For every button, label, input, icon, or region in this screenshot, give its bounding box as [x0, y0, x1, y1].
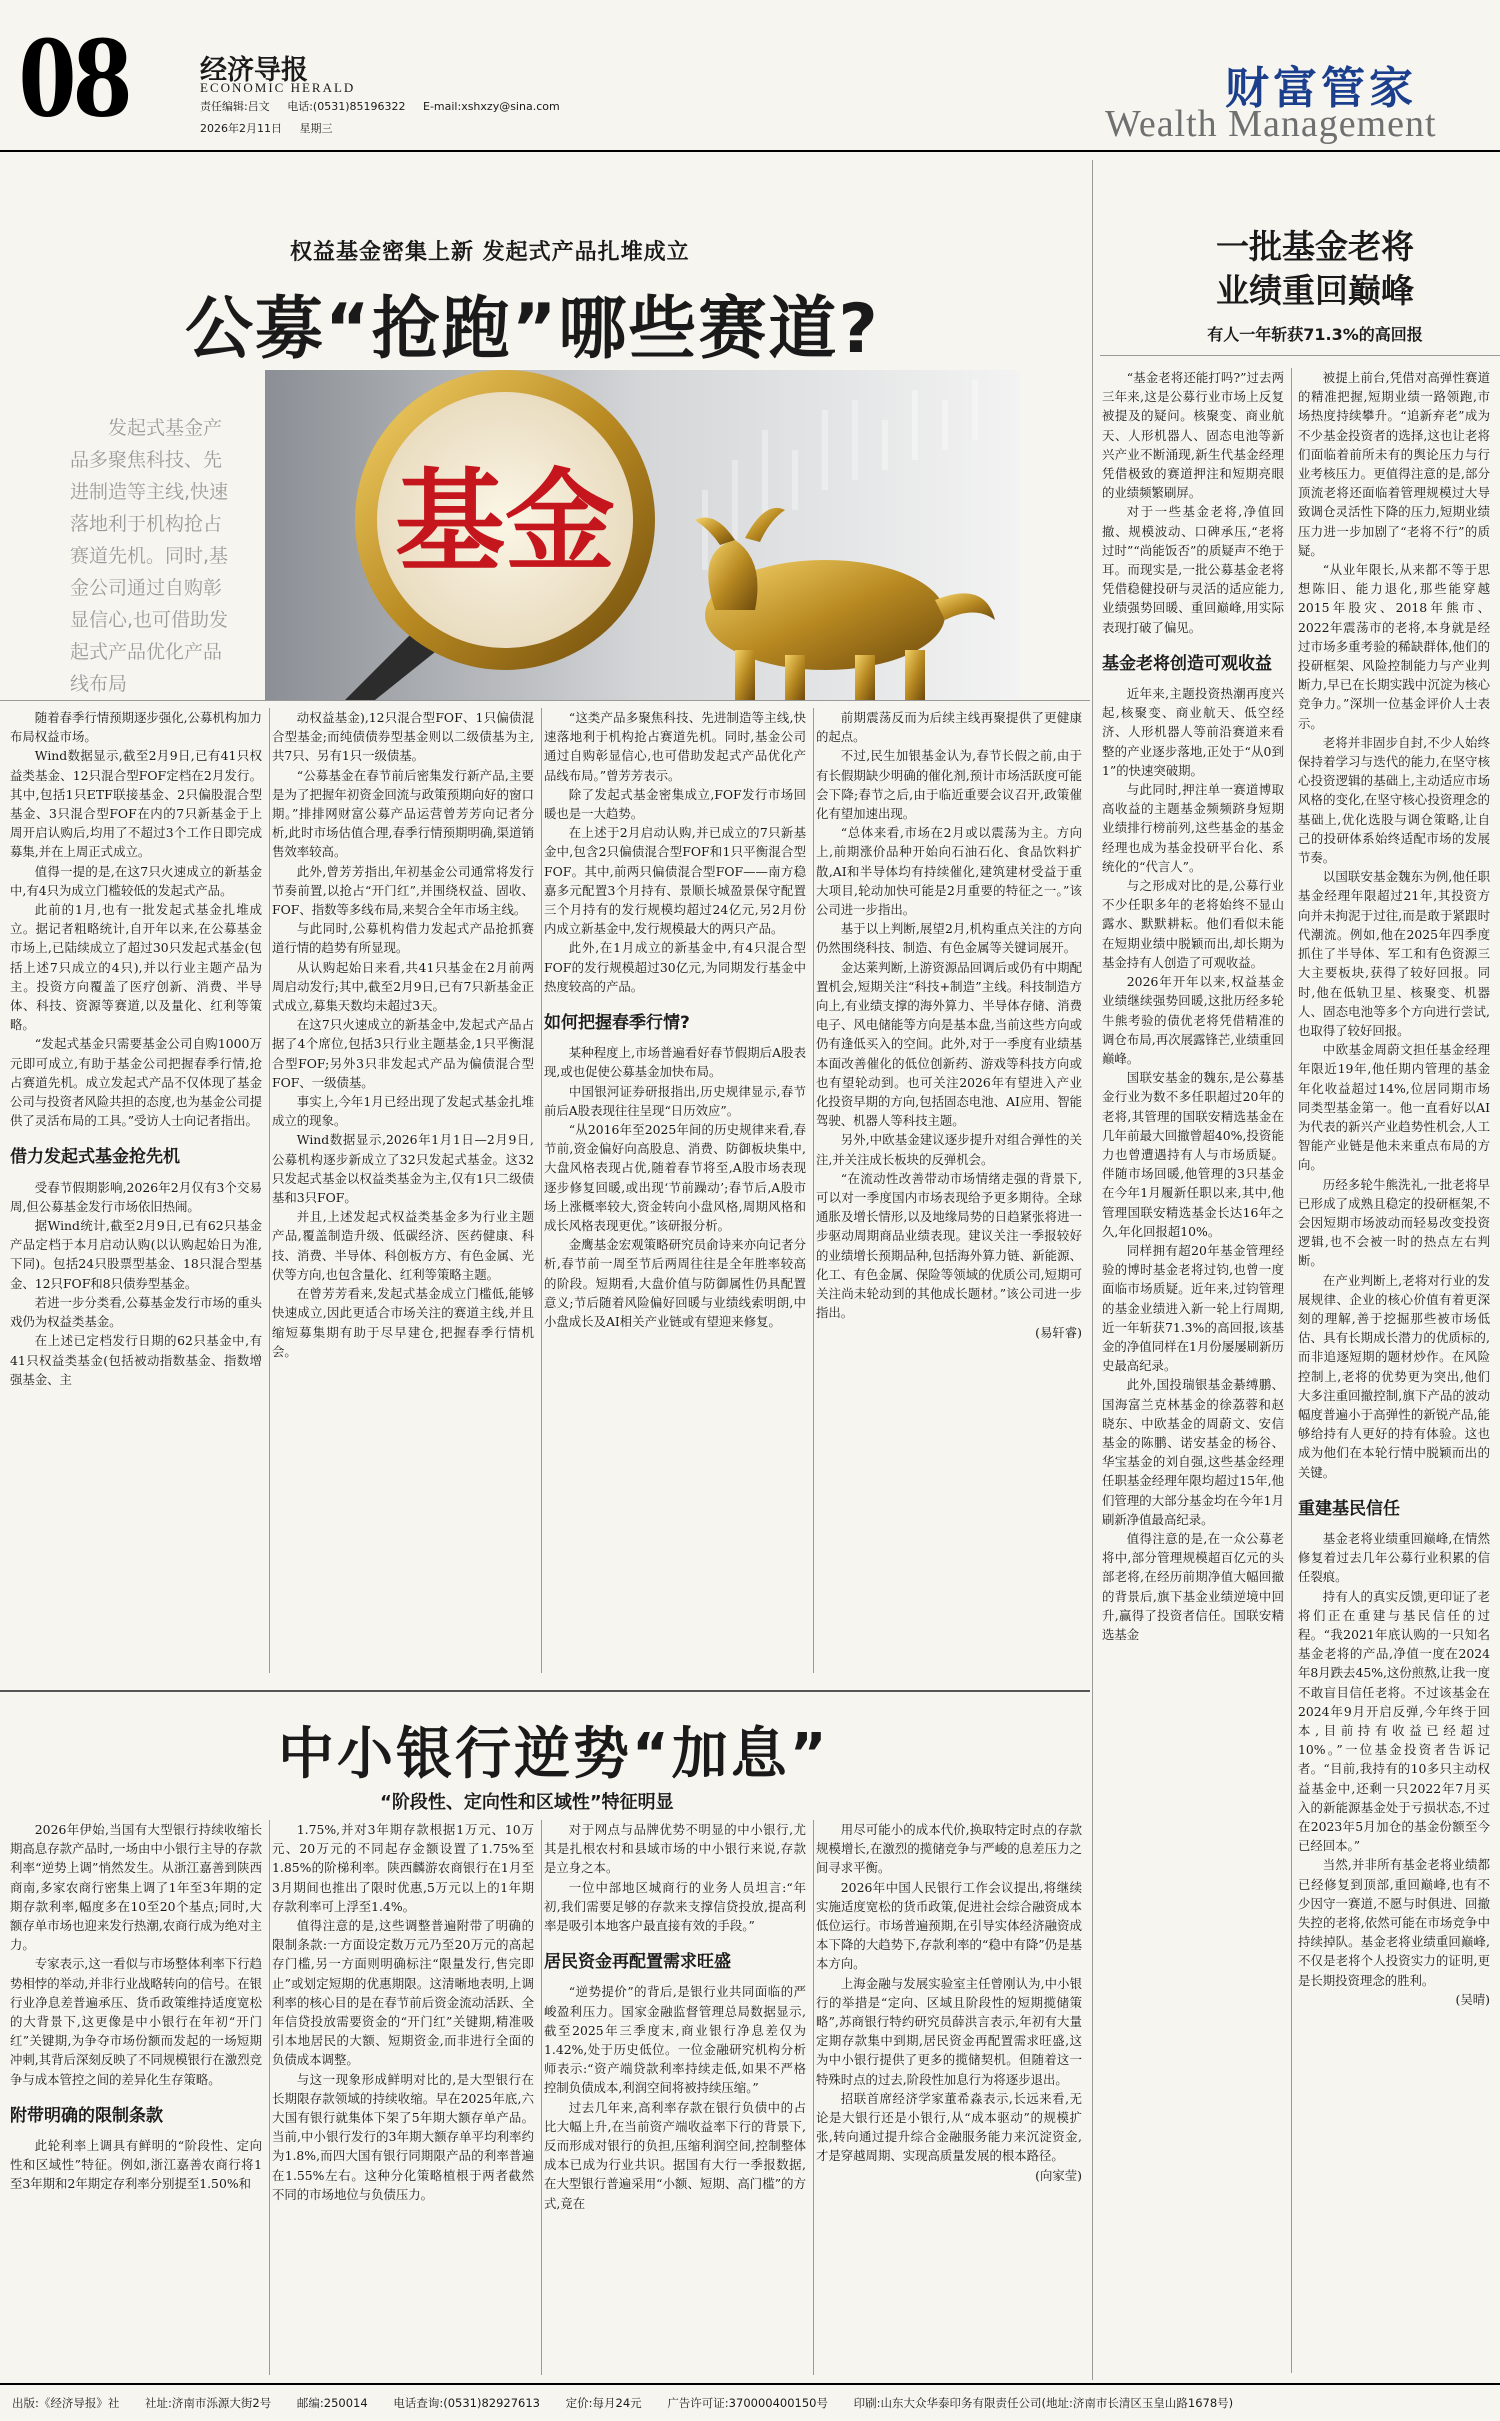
lead-column	[272, 708, 534, 1673]
date: 2026年2月11日	[200, 122, 282, 135]
bank-paragraph: 值得注意的是,这些调整普遍附带了明确的限制条款:一方面设定数万元乃至20万元的高起存门槛,另一方面则明确标注“限量发行,售完即止”或划定短期的优惠期限。这清晰地表明,上调利率的核心目的是在春节前后资金流动活跃、全年信贷投放需要资金的“开门红”关键期,精准吸引本地居民的大额、短期资金,而非进行全面的负债成本调整。	[272, 1918, 534, 2068]
lead-subheading: 借力发起式基金抢先机	[10, 1147, 180, 1168]
lead-column-rule	[541, 708, 542, 1673]
bank-paragraph: 上海金融与发展实验室主任曾刚认为,中小银行的举措是“定向、区域且阶段性的短期揽储策略”,苏商银行特约研究员薛洪言表示,年初有大量定期存款集中到期,居民资金再配置需求旺盛,这为中小银行提供了更多的揽储契机。但随着这一特殊时点的过去,阶段性加息行为将逐步退出。	[816, 1975, 1082, 2087]
editor-info	[200, 98, 574, 114]
feature-paragraph: “从业年限长,从来都不等于思想陈旧、能力退化,那些能穿越2015年股灾、2018年熊市、2022年震荡市的老将,本身就是经过市场多重考验的稀缺群体,他们的投研框架、风险控制能力与产业判断力,早已在长期实践中沉淀为核心竞争力。”深圳一位基金评价人士表示。	[1298, 562, 1490, 731]
bank-paragraph: 对于网点与品牌优势不明显的中小银行,尤其是扎根农村和县域市场的中小银行来说,存款是立身之本。	[544, 1822, 806, 1876]
lead-paragraph: 据Wind统计,截至2月9日,已有62只基金产品定档于本月启动认购(以认购起始日为准,下同)。包括24只股票型基金、18只混合型基金、12只FOF和8只债券型基金。	[10, 1218, 262, 1291]
feature-paragraph: 以国联安基金魏东为例,他任职基金经理年限超过21年,其投资方向并未拘泥于过往,而是敢于紧跟时代潮流。例如,他在2025年四季度抓住了半导体、军工和有色资源三大主要板块,获得了较好回报。同时,他在低轨卫星、核聚变、机器人、固态电池等多个方向进行尝试,也取得了较好回报。	[1298, 869, 1490, 1038]
footer-postcode: 邮编:250014	[296, 2396, 368, 2410]
feature-paragraph: 基金老将业绩重回巅峰,在情然修复着过去几年公募行业积累的信任裂痕。	[1298, 1530, 1490, 1585]
masthead-rule	[0, 150, 1500, 152]
lead-paragraph: 若进一步分类看,公募基金发行市场的重头戏仍为权益类基金。	[10, 1294, 262, 1330]
bank-paragraph: 与这一现象形成鲜明对比的,是大型银行在长期限存款领域的持续收缩。早在2025年底,六大国有银行就集体下架了5年期大额存单产品。当前,中小银行发行的3年期大额存单平均利率约为1.8%,而四大国有银行同期限产品的利率普遍在1.55%左右。这种分化策略植根于两者截然不同的市场地位与负债压力。	[272, 2071, 534, 2202]
feature-subtitle: 有人一年斩获71.3%的高回报	[1207, 325, 1423, 344]
lead-paragraph: 动权益基金),12只混合型FOF、1只偏债混合型基金;而纯债债券型基金则以二级债基为主,共7只、另有1只一级债基。	[272, 710, 534, 764]
lead-paragraph: “公募基金在春节前后密集发行新产品,主要是为了把握年初资金回流与政策预期向好的窗口期。”排排网财富公募产品运营曾芳芳向记者分析,此时市场估值合理,春季行情预期明确,渠道销售效率较高。	[272, 767, 534, 860]
lead-paragraph: 金达莱判断,上游资源品回调后或仍有中期配置机会,短期关注“科技+制造”主线。科技制造方向上,有业绩支撑的海外算力、半导体存储、消费电子、风电储能等方向是基本盘,当前这些方向或仍有逢低买入的空间。此外,对于一季度有业绩基本面改善催化的低位创新药、游戏等科技方向或也有望轮动到。也可关注2026年有望进入产业化投资早期的方向,包括固态电池、AI应用、智能驾驶、机器人等科技主题。	[816, 959, 1082, 1129]
lead-paragraph: 此前的1月,也有一批发起式基金扎堆成立。据记者粗略统计,自开年以来,在公募基金市场上,已陆续成立了超过30只发起式基金(包括上述7只成立的4只),并以行业主题产品为主。投资方向覆盖了医疗创新、消费、半导体、科技、资源等赛道,以及量化、红利等策略。	[10, 902, 262, 1033]
feature-column	[1298, 368, 1490, 2373]
lead-paragraph: 前期震荡反而为后续主线再聚提供了更健康的起点。	[816, 710, 1082, 745]
bank-paragraph: 一位中部地区城商行的业务人员坦言:“年初,我们需要足够的存款来支撑信贷投放,提高利率是吸引本地客户最直接有效的手段。”	[544, 1879, 806, 1934]
feature-paragraph: 国联安基金的魏东,是公募基金行业为数不多任职超过20年的老将,其管理的国联安精选基金在几年前最大回撤曾超40%,投资能力也曾遭遇持有人与市场质疑。伴随市场回暖,他管理的3只基金在今年1月履新任职以来,其中,他管理国联安精选基金长达16年之久,年化回报超10%。	[1102, 1070, 1284, 1239]
bank-paragraph: 过去几年来,高利率存款在银行负债中的占比大幅上升,在当前资产端收益率下行的背景下,反而形成对银行的负担,压缩利润空间,控制整体成本已成为行业共识。据国有大行一季报数据,在大型银行普遍采用“小额、短期、高门槛”的方式,竟在	[544, 2099, 806, 2211]
bank-column-rule	[813, 1820, 814, 2375]
feature-paragraph: “基金老将还能打吗?”过去两三年来,这是公募行业市场上反复被提及的疑问。核聚变、商业航天、人形机器人、固态电池等新兴产业不断涌现,新生代基金经理凭借极致的赛道押注和短期亮眼的业绩频繁刷屏。	[1102, 370, 1284, 501]
feature-subheading: 基金老将创造可观收益	[1102, 653, 1272, 674]
lead-subheading: 如何把握春季行情?	[544, 1013, 690, 1034]
lead-column	[816, 708, 1082, 1673]
bank-paragraph: 1.75%,并对3年期存款根据1万元、10万元、20万元的不同起存金额设置了1.75%至1.85%的阶梯利率。陕西麟游农商银行在1月至3月期间也推出了限时优惠,5万元以上的1年期存款利率可上浮至1.4%。	[272, 1822, 534, 1914]
feature-divider	[1092, 160, 1093, 2380]
feature-paragraph: 2026年开年以来,权益基金业绩继续强势回暖,这批历经多轮牛熊考验的债优老将凭借精准的调仓布局,再次展露锋芒,业绩重回巅峰。	[1102, 974, 1284, 1066]
lead-paragraph: 在上述已定档发行日期的62只基金中,有41只权益类基金(包括被动指数基金、指数增强基金、主	[10, 1333, 262, 1387]
lead-paragraph: 与此同时,公募机构借力发起式产品抢抓赛道行情的趋势有所显现。	[272, 921, 534, 956]
bank-paragraph: 用尽可能小的成本代价,换取特定时点的存款规模增长,在激烈的揽储竞争与严峻的息差压力之间寻求平衡。	[816, 1822, 1082, 1876]
bank-paragraph: 专家表示,这一看似与市场整体利率下行趋势相悖的举动,并非行业战略转向的信号。在银行业净息差普遍承压、货币政策维持适度宽松的大背景下,这更像是中小银行在年初“开门红”关键期,为争夺市场份额而发起的一场短期冲刺,其背后深刻反映了不同规模银行在激烈竞争与成本管控之间的差异化生存策略。	[10, 1956, 262, 2087]
footer-printer: 印刷:山东大众华泰印务有限责任公司(地址:济南市长清区玉皇山路1678号)	[853, 2396, 1234, 2410]
bank-paragraph: 招联首席经济学家董希淼表示,长远来看,无论是大银行还是小银行,从“成本驱动”的规模扩张,转向通过提升综合金融服务能力来沉淀资金,才是穿越周期、实现高质量发展的根本路径。	[816, 2090, 1082, 2164]
feature-column-rule	[1291, 368, 1292, 2373]
bank-subheading: 附带明确的限制条款	[10, 2105, 163, 2126]
paper-name: 经济导报	[200, 55, 308, 86]
lead-paragraph: 基于以上判断,展望2月,机构重点关注的方向仍然围绕科技、制造、有色金属等关键词展开。	[816, 921, 1082, 956]
feature-title-rule	[1100, 355, 1500, 356]
footer-phone: 电话查询:(0531)82927613	[393, 2396, 540, 2410]
lead-paragraph: Wind数据显示,截至2月9日,已有41只权益类基金、12只混合型FOF定档在2月发行。其中,包括1只ETF联接基金、2只偏股混合型基金、3只混合型FOF在内的7只新基金于上周开启认购后,均用了不超过3个工作日即完成募集,并在上周正式成立。	[10, 748, 262, 860]
lead-paragraph: 值得一提的是,在这7只火速成立的新基金中,有4只为成立门槛较低的发起式产品。	[10, 863, 262, 898]
bank-paragraph: 此轮利率上调具有鲜明的“阶段性、定向性和区域性”特征。例如,浙江嘉善农商行将1至3年期和2年期定存利率分别提至1.50%和	[10, 2138, 262, 2192]
bank-paragraph: 2026年伊始,当国有大型银行持续收缩长期高息存款产品时,一场由中小银行主导的存款利率“逆势上调”悄然发生。从浙江嘉善到陕西商南,多家农商行密集上调了1年至3年期的定期存款利率,幅度多在10至20个基点;同时,大额存单市场也迎来发行热潮,农商行成为绝对主力。	[10, 1822, 262, 1953]
bank-paragraph: “逆势提价”的背后,是银行业共同面临的严峻盈利压力。国家金融监督管理总局数据显示,截至2025年三季度末,商业银行净息差仅为1.42%,处于历史低位。一位金融研究机构分析师表示:“资产端贷款利率持续走低,如果不严格控制负债成本,利润空间将被持续压缩。”	[544, 1984, 806, 2096]
feature-paragraph: 被提上前台,凭借对高弹性赛道的精准把握,短期业绩一路领跑,市场热度持续攀升。“追新弃老”成为不少基金投资者的选择,这也让老将们面临着前所未有的舆论压力与行业考核压力。更值得注意的是,部分顶流老将还面临着管理规模过大导致调仓灵活性下降的压力,短期业绩压力进一步加剧了“老将不行”的质疑。	[1298, 370, 1490, 558]
lead-paragraph: 此外,在1月成立的新基金中,有4只混合型FOF的发行规模超过30亿元,为同期发行基金中热度较高的产品。	[544, 940, 806, 994]
footer	[0, 2383, 1500, 2421]
lead-headline: 公募“抢跑”哪些赛道?	[185, 290, 880, 369]
lead-byline: (易轩睿)	[1035, 1324, 1082, 1340]
editor-email: E-mail:xshxzy@sina.com	[423, 100, 560, 113]
feature-paragraph: 同样拥有超20年基金管理经验的博时基金老将过钧,也曾一度面临市场质疑。近年来,过钧管理的基金业绩进入新一轮上行周期,近一年斩获71.3%的高回报,该基金的净值同样在1月份屡屡刷新历史最高纪录。	[1102, 1242, 1284, 1374]
feature-paragraph: 对于一些基金老将,净值回撤、规模波动、口碑承压,“老将过时”“尚能饭否”的质疑声不绝于耳。而现实是,一批公募基金老将凭借稳健投研与灵活的适应能力,业绩强势回暖、重回巅峰,用实际表现打破了偏见。	[1102, 504, 1284, 635]
footer-publisher: 出版:《经济导报》社	[12, 2396, 120, 2410]
masthead	[0, 0, 1500, 160]
bank-column	[272, 1820, 534, 2375]
bank-subheading: 居民资金再配置需求旺盛	[544, 1952, 731, 1973]
lead-kicker: 权益基金密集上新 发起式产品扎堆成立	[290, 240, 690, 265]
lead-paragraph: “总体来看,市场在2月或以震荡为主。方向上,前期涨价品种开始向石油石化、食品饮料扩散,AI和半导体均有持续催化,建筑建材受益于重大项目,轮动加快可能是2月重要的特征之一。”该公司进一步指出。	[816, 825, 1082, 918]
editor-phone: 电话:(0531)85196322	[287, 100, 406, 113]
bank-top-rule	[0, 1690, 1090, 1692]
fund-sign-text: 基金	[395, 458, 615, 586]
lead-paragraph: 在曾芳芳看来,发起式基金成立门槛低,能够快速成立,因此更适合市场关注的赛道主线,并且缩短募集期有助于尽早建仓,把握春季行情机会。	[272, 1286, 534, 1359]
bank-byline: (向家莹)	[1035, 2167, 1082, 2183]
lead-paragraph: 此外,曾芳芳指出,年初基金公司通常将发行节奏前置,以抢占“开门红”,并围绕权益、固收、FOF、指数等多线布局,来契合全年市场主线。	[272, 863, 534, 918]
feature-paragraph: 此外,国投瑞银基金綦缚鹏、国海富兰克林基金的徐荔蓉和赵晓东、中欧基金的周蔚文、安信基金的陈鹏、诺安基金的杨谷、华宝基金的刘自强,这些基金经理任职基金经理年限均超过15年,他们管理的大部分基金均在今年1月刷新净值最高纪录。	[1102, 1377, 1284, 1527]
lead-paragraph: 金鹰基金宏观策略研究员俞诗来亦向记者分析,春节前一周至节后两周往往是全年胜率较高的阶段。短期看,大盘价值与防御属性仍具配置意义;节后随着风险偏好回暖与业绩线索明朗,中小盘成长及AI相关产业链或有望迎来修复。	[544, 1237, 806, 1330]
lead-paragraph: “从2016年至2025年间的历史规律来看,春节前,资金偏好向高股息、消费、防御板块集中,大盘风格表现占优,随着春节将至,A股市场表现逐步修复回暖,或出现‘节前躁动’;春节后,A股市场上涨概率较大,资金转向小盘风格,周期风格和成长风格表现更优。”该研报分析。	[544, 1122, 806, 1234]
feature-paragraph: 持有人的真实反馈,更印证了老将们正在重建与基民信任的过程。“我2021年底认购的一只知名基金老将的产品,净值一度在2024年8月跌去45%,这份煎熬,让我一度不敢盲目信任老将。不过该基金在2024年9月开启反弹,今年终于回本,目前持有收益已经超过10%。”一位基金投资者告诉记者。“目前,我持有的10多只主动权益基金中,还剩一只2022年7月买入的新能源基金处于亏损状态,不过在2023年5月加仓的基金份额至今已经回本。”	[1298, 1588, 1490, 1854]
issue-date	[200, 120, 347, 136]
feature-paragraph: 在产业判断上,老将对行业的发展规律、企业的核心价值有着更深刻的理解,善于挖掘那些被市场低估、具有长期成长潜力的优质标的,而非追逐短期的题材炒作。在风险控制上,老将的优势更为突出,他们大多注重回撤控制,旗下产品的波动幅度普遍小于高弹性的新锐产品,能够给持有人更好的持有体验。这也成为他们在本轮行情中脱颖而出的关键。	[1298, 1272, 1490, 1480]
bank-subheadline: “阶段性、定向性和区域性”特征明显	[380, 1792, 674, 1813]
feature-paragraph: 当然,并非所有基金老将业绩都已经修复到顶部,重回巅峰,也有不少因守一赛道,不愿与时俱进、回撤失控的老将,依然可能在市场竞争中持续掉队。基金老将业绩重回巅峰,不仅是老将个人投资实力的证明,更是长期投资理念的胜利。	[1298, 1857, 1490, 1988]
section-title: 财富管家	[1225, 63, 1417, 114]
editor-name: 责任编辑:吕文	[200, 100, 270, 113]
section-title-en: Wealth Management	[1105, 103, 1437, 145]
bank-column-rule	[541, 1820, 542, 2375]
feature-paragraph: 值得注意的是,在一众公募老将中,部分管理规模超百亿元的头部老将,在经历前期净值大幅回撤的背景后,旗下基金业绩逆境中回升,赢得了投资者信任。国联安精选基金	[1102, 1530, 1284, 1642]
feature-paragraph: 近年来,主题投资热潮再度兴起,核聚变、商业航天、低空经济、人形机器人等前沿赛道来看整的产业逐步落地,正处于“从0到1”的快速突破期。	[1102, 686, 1284, 778]
feature-paragraph: 与之形成对比的是,公募行业不少任职多年的老将始终不显山露水、默默耕耘。他们看似未能在短期业绩中脱颖而出,却长期为基金持有人创造了可观收益。	[1102, 878, 1284, 970]
feature-byline: (吴晴)	[1455, 1991, 1490, 2007]
paper-name-en: ECONOMIC HERALD	[200, 80, 356, 95]
lead-paragraph: 某种程度上,市场普遍看好春节假期后A股表现,或也促使公募基金加快布局。	[544, 1045, 806, 1080]
lead-paragraph: 另外,中欧基金建议逐步提升对组合弹性的关注,并关注成长板块的反弹机会。	[816, 1132, 1082, 1167]
feature-paragraph: 中欧基金周蔚文担任基金经理年限近19年,他任期内管理的基金年化收益超过14%,位居同期市场同类型基金第一。他一直看好以AI为代表的新兴产业趋势性机会,人工智能产业链是他未来重点布局的方向。	[1298, 1042, 1490, 1173]
feature-title: 一批基金老将 业绩重回巅峰	[1216, 227, 1414, 310]
lead-paragraph: 在上述于2月启动认购,并已成立的7只新基金中,包含2只偏债混合型FOF和1只平衡混合型FOF。其中,前两只偏债混合型FOF——南方稳嘉多元配置3个月持有、景顺长城盈景保守配置三个月持有的发行规模均超过24亿元,另2月份内成立新基金中,发行规模最大的两只产品。	[544, 825, 806, 937]
lead-column	[544, 708, 806, 1673]
lead-paragraph: 除了发起式基金密集成立,FOF发行市场回暖也是一大趋势。	[544, 786, 806, 822]
lead-paragraph: 从认购起始日来看,共41只基金在2月前两周启动发行;其中,截至2月9日,已有7只新基金正式成立,募集天数均未超过3天。	[272, 959, 534, 1014]
weekday: 星期三	[299, 122, 333, 135]
lead-paragraph: 在这7只火速成立的新基金中,发起式产品占据了4个席位,包括3只行业主题基金,1只平衡混合型FOF;另外3只非发起式产品为偏债混合型FOF、一级债基。	[272, 1017, 534, 1090]
feature-subheading: 重建基民信任	[1298, 1498, 1400, 1519]
lead-paragraph: 受春节假期影响,2026年2月仅有3个交易周,但公募基金发行市场依旧热闹。	[10, 1179, 262, 1214]
footer-ad-license: 广告许可证:370000400150号	[667, 2396, 828, 2410]
bank-column-rule	[269, 1820, 270, 2375]
bank-column	[10, 1820, 262, 2375]
lead-paragraph: 随着春季行情预期逐步强化,公募机构加力布局权益市场。	[10, 710, 262, 745]
feature-column	[1102, 368, 1284, 2373]
bank-column	[544, 1820, 806, 2375]
lead-paragraph: Wind数据显示,2026年1月1日—2月9日,公募机构逐步新成立了32只发起式基金。这32只发起式基金以权益类基金为主,仅有1只二级债基和3只FOF。	[272, 1132, 534, 1206]
lead-paragraph: 中国银河证券研报指出,历史规律显示,春节前后A股表现往往呈现“日历效应”。	[544, 1083, 806, 1118]
lead-paragraph: “发起式基金只需要基金公司自购1000万元即可成立,有助于基金公司把握春季行情,抢占赛道先机。成立发起式产品不仅体现了基金公司与投资者风险共担的态度,也为基金公司提供了灵活布局的工具。”受访人士向记者指出。	[10, 1036, 262, 1129]
bank-column	[816, 1820, 1082, 2375]
lead-photo-rule	[0, 700, 1090, 701]
feature-paragraph: 历经多轮牛熊洗礼,一批老将早已形成了成熟且稳定的投研框架,不会因短期市场波动而轻易改变投资逻辑,也不会被一时的热点左右判断。	[1298, 1176, 1490, 1269]
footer-address: 社址:济南市泺源大街2号	[145, 2396, 272, 2410]
lead-paragraph: 事实上,今年1月已经出现了发起式基金扎堆成立的现象。	[272, 1094, 534, 1129]
lead-paragraph: 并且,上述发起式权益类基金多为行业主题产品,覆盖制造升级、低碳经济、医药健康、科技、消费、半导体、科创板方方、有色金属、光伏等方向,也包含量化、红利等策略主题。	[272, 1209, 534, 1282]
lead-paragraph: 不过,民生加银基金认为,春节长假之前,由于有长假期缺少明确的催化剂,预计市场活跃度可能会下降;春节之后,由于临近重要会议召开,政策催化有望加速出现。	[816, 748, 1082, 822]
magnifier-bull-illustration	[265, 370, 1020, 700]
bank-paragraph: 2026年中国人民银行工作会议提出,将继续实施适度宽松的货币政策,促进社会综合融资成本低位运行。市场普遍预期,在引导实体经济融资成本下降的大趋势下,存款利率的“稳中有降”仍是基本方向。	[816, 1879, 1082, 1972]
lead-column	[10, 708, 262, 1673]
bank-headline: 中小银行逆势“加息”	[278, 1722, 830, 1787]
page-number: 08	[18, 11, 128, 142]
lead-photo	[265, 370, 1020, 700]
lead-paragraph: “在流动性改善带动市场情绪走强的背景下,可以对一季度国内市场表现给予更多期待。全球通胀及增长情形,以及地缘局势的日趋紧张将进一步驱动周期商品业绩表现。建议关注一季报较好的业绩增长预期品种,包括海外算力链、新能源、化工、有色金属、保险等领域的优质公司,短期可关注尚未轮动到的其他成长题材。”该公司进一步指出。	[816, 1170, 1082, 1321]
lead-paragraph: “这类产品多聚焦科技、先进制造等主线,快速落地利于机构抢占赛道先机。同时,基金公司通过自购彰显信心,也可借助发起式产品优化产品线布局。”曾芳芳表示。	[544, 710, 806, 783]
feature-paragraph: 老将并非固步自封,不少人始终保持着学习与迭代的能力,在坚守核心投资逻辑的基础上,主动适应市场风格的变化,在坚守核心投资理念的基础上,优化选股与调仓策略,让自己的投研体系始终适配市场的发展节奏。	[1298, 734, 1490, 866]
lead-column-rule	[813, 708, 814, 1673]
feature-paragraph: 与此同时,押注单一赛道博取高收益的主题基金频频跻身短期业绩排行榜前列,这些基金的基金经理也成为基金投研平台化、系统化的“代言人”。	[1102, 782, 1284, 874]
lead-column-rule	[269, 708, 270, 1673]
footer-price: 定价:每月24元	[565, 2396, 642, 2410]
lead-summary: 发起式基金产品多聚焦科技、先进制造等主线,快速落地利于机构抢占赛道先机。同时,基金公司通过自购彰显信心,也可借助发起式产品优化产品线布局	[70, 417, 229, 695]
